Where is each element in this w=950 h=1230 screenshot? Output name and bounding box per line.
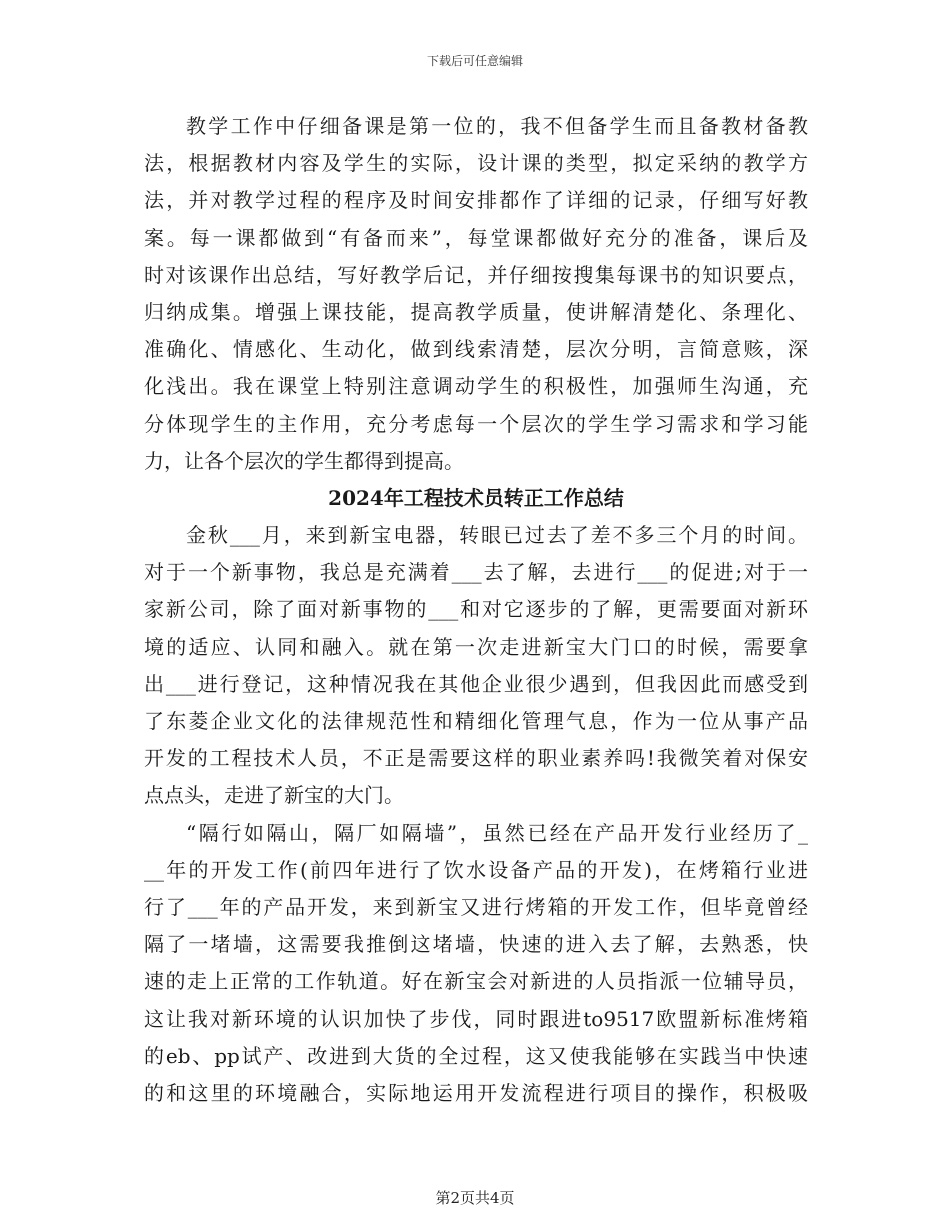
text-line: 案。每一课都做到“有备而来”，每堂课都做好充分的准备，课后及 [144, 225, 808, 250]
text-line: 行了___年的产品开发，来到新宝又进行烤箱的开发工作，但毕竟曾经 [144, 894, 808, 919]
text-line: 分体现学生的主作用，充分考虑每一个层次的学生学习需求和学习能 [144, 411, 808, 436]
text-line: 开发的工程技术人员，不正是需要这样的职业素养吗!我微笑着对保安 [144, 746, 808, 771]
text-line: 这让我对新环境的认识加快了步伐，同时跟进to9517欧盟新标准烤箱 [144, 1006, 808, 1031]
text-line: 的eb、pp试产、改进到大货的全过程，这又使我能够在实践当中快速 [144, 1043, 808, 1068]
text-line: 的和这里的环境融合，实际地运用开发流程进行项目的操作，积极吸 [144, 1080, 808, 1105]
paragraph-1 [144, 108, 808, 480]
text-line: 隔了一堵墙，这需要我推倒这堵墙，快速的进入去了解，去熟悉，快 [144, 932, 808, 957]
document-body [144, 108, 808, 1112]
text-line: 对于一个新事物，我总是充满着___去了解，去进行___的促进;对于一 [144, 560, 808, 585]
text-line: “隔行如隔山，隔厂如隔墙”，虽然已经在产品开发行业经历了_ [186, 820, 808, 845]
text-line: 教学工作中仔细备课是第一位的，我不但备学生而且备教材备教 [186, 114, 808, 138]
text-line: 时对该课作出总结，写好教学后记，并仔细按搜集每课书的知识要点， [144, 262, 808, 287]
text-line: 出___进行登记，这种情况我在其他企业很少遇到，但我因此而感受到 [144, 671, 808, 696]
text-line: 归纳成集。增强上课技能，提高教学质量，使讲解清楚化、条理化、 [144, 299, 808, 324]
text-line: 准确化、情感化、生动化，做到线索清楚，层次分明，言简意赅，深 [144, 337, 808, 362]
text-line: 法，根据教材内容及学生的实际，设计课的类型，拟定采纳的教学方 [144, 151, 808, 176]
text-line: 化浅出。我在课堂上特别注意调动学生的积极性，加强师生沟通，充 [144, 374, 808, 399]
text-line: 境的适应、认同和融入。就在第一次走进新宝大门口的时候，需要拿 [144, 634, 808, 659]
text-line: 法，并对教学过程的程序及时间安排都作了详细的记录，仔细写好教 [144, 188, 808, 213]
text-line: __年的开发工作(前四年进行了饮水设备产品的开发)，在烤箱行业进 [144, 857, 808, 882]
text-line: 力，让各个层次的学生都得到提高。 [144, 448, 464, 473]
text-line: 金秋___月，来到新宝电器，转眼已过去了差不多三个月的时间。 [186, 523, 808, 548]
text-line: 了东菱企业文化的法律规范性和精细化管理气息，作为一位从事产品 [144, 709, 808, 733]
text-line: 点点头，走进了新宝的大门。 [144, 783, 404, 808]
page-number: 第2页共4页 [435, 1189, 515, 1207]
section-title: 2024年工程技术员转正工作总结 [328, 485, 624, 510]
paragraph-3 [144, 815, 808, 1113]
text-line: 速的走上正常的工作轨道。好在新宝会对新进的人员指派一位辅导员， [144, 969, 808, 994]
page-header: 下载后可任意编辑 [426, 54, 523, 68]
paragraph-2 [144, 517, 808, 815]
text-line: 家新公司，除了面对新事物的___和对它逐步的了解，更需要面对新环 [144, 597, 808, 622]
